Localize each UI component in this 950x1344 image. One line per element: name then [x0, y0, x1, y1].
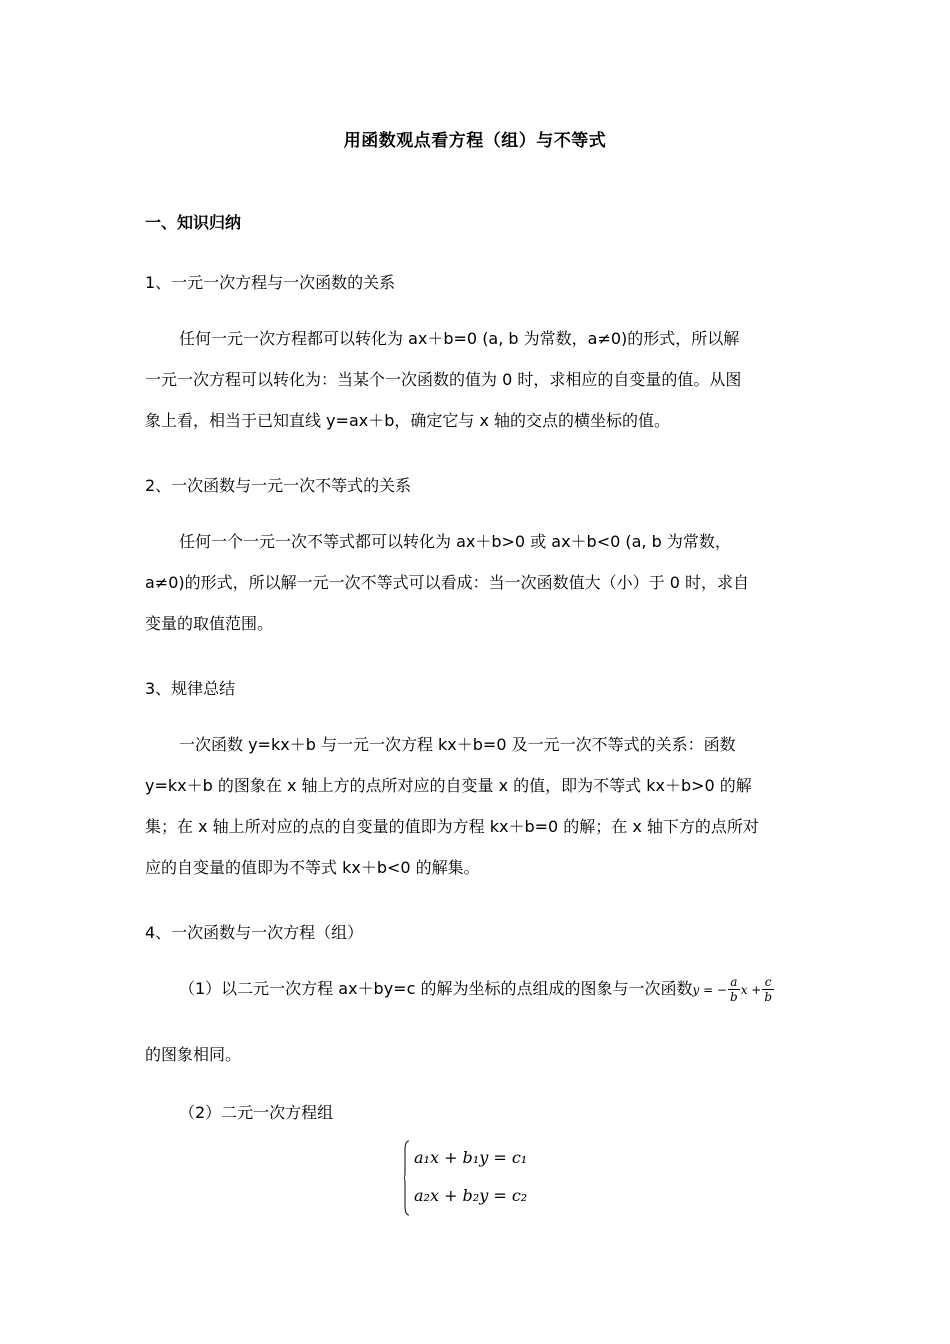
paragraph-4-line-1: [145, 968, 845, 1011]
equation-1: a₁x + b₁y = c₁: [414, 1148, 528, 1167]
brace-icon: [404, 1140, 410, 1216]
paragraph-4-text: （1）以二元一次方程 ax＋by=c 的解为坐标的点组成的图象与一次函数: [179, 979, 693, 998]
subheading-3: 3、规律总结: [145, 679, 236, 698]
paragraph-1-line-1: 任何一元一次方程都可以转化为 ax＋b=0 (a, b 为常数，a≠0)的形式，所以解: [179, 329, 740, 348]
paragraph-3-line-1: 一次函数 y=kx＋b 与一元一次方程 kx＋b=0 及一元一次不等式的关系：函数: [179, 735, 736, 754]
subheading-4: 4、一次函数与一次方程（组）: [145, 923, 364, 942]
subheading-2: 2、一次函数与一元一次不等式的关系: [145, 476, 412, 495]
paragraph-2-line-1: 任何一个一元一次不等式都可以转化为 ax＋b>0 或 ax＋b<0 (a, b 为常数，: [179, 532, 731, 551]
formula-x: x +: [740, 983, 762, 997]
paragraph-4: [145, 968, 845, 1011]
paragraph-3: [145, 724, 810, 888]
section-heading: 一、知识归纳: [145, 213, 242, 232]
paragraph-2-line-2: a≠0)的形式，所以解一元一次不等式可以看成：当一次函数值大（小）于 0 时，求自: [145, 573, 749, 592]
paragraph-2-line-3: 变量的取值范围。: [145, 614, 274, 633]
paragraph-1: [145, 318, 810, 441]
paragraph-1-line-3: 象上看，相当于已知直线 y=ax＋b，确定它与 x 轴的交点的横坐标的值。: [145, 411, 671, 430]
paragraph-2: [145, 521, 810, 644]
formula-lhs: y = −: [692, 983, 727, 997]
page-title: 用函数观点看方程（组）与不等式: [343, 131, 607, 151]
subheading-1: 1、一元一次方程与一次函数的关系: [145, 273, 396, 292]
fraction-a-over-b: $\frac{a}{b}$: [730, 975, 738, 1004]
equation-2: a₂x + b₂y = c₂: [414, 1186, 528, 1205]
paragraph-3-line-2: y=kx＋b 的图象在 x 轴上方的点所对应的自变量 x 的值，即为不等式 kx＋b>0 的解: [145, 776, 752, 795]
paragraph-3-line-3: 集；在 x 轴上所对应的点的自变量的值即为方程 kx＋b=0 的解；在 x 轴下方的点所对: [145, 817, 759, 836]
paragraph-4-line-2: 的图象相同。: [145, 1045, 242, 1064]
fraction-c-over-b: $\frac{c}{b}$: [764, 975, 773, 1004]
paragraph-5: （2）二元一次方程组: [179, 1103, 334, 1122]
paragraph-1-line-2: 一元一次方程可以转化为：当某个一次函数的值为 0 时，求相应的自变量的值。从图: [145, 370, 742, 389]
paragraph-3-line-4: 应的自变量的值即为不等式 kx＋b<0 的解集。: [145, 858, 480, 877]
